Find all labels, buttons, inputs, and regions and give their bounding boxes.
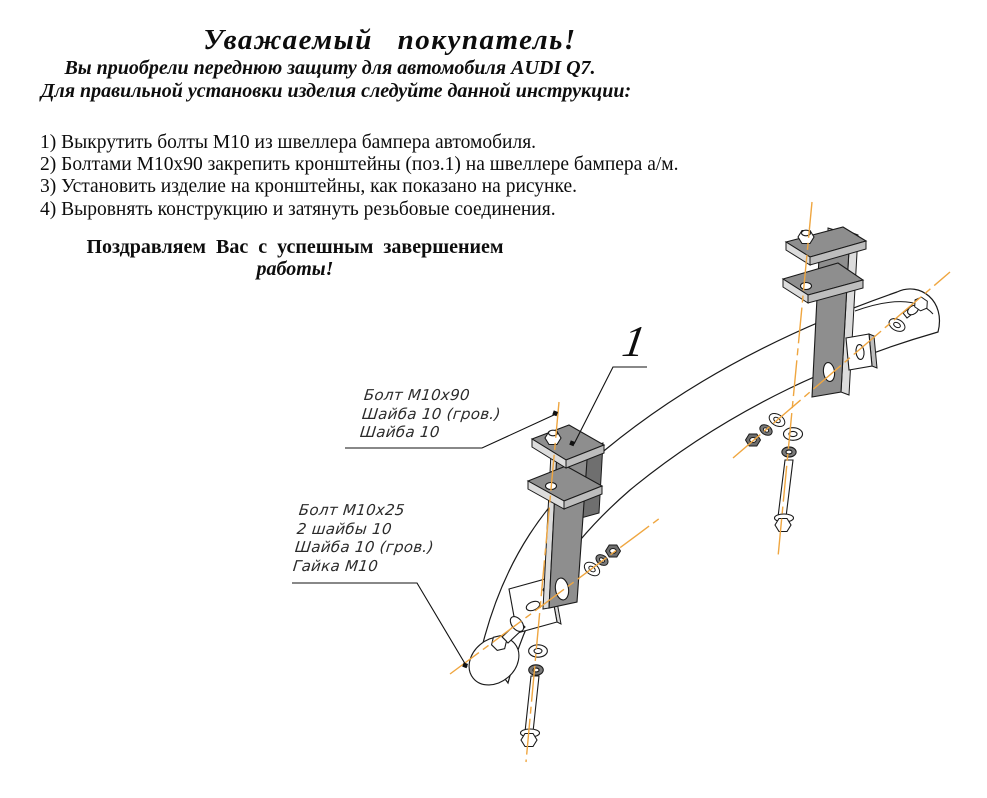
label-line: Шайба 10 [359,423,441,441]
label-line: Гайка М10 [292,556,380,575]
label-bolt-m10x90 [359,386,504,442]
label-line: Болт М10х25 [297,501,406,519]
label-line: 2 шайбы 10 [296,519,393,538]
label-line: Шайба 10 (гров.) [294,538,435,556]
instruction-step-4: 4) Выровнять конструкцию и затянуть резьбовые соединения. [40,198,556,220]
congratulation-line-1: Поздравляем Вас с успешным завершением [86,236,504,258]
subtitle-line-2: Для правильной установки изделия следуйте данной инструкции: [40,80,632,102]
instruction-step-2: 2) Болтами М10х90 закрепить кронштейны (поз.1) на швеллере бампера а/м. [40,154,679,176]
label-line: Шайба 10 (гров.) [361,404,502,423]
center-lines [450,202,950,762]
lower-label-leader [292,583,467,667]
label-line: Болт М10х90 [363,386,471,404]
instruction-step-3: 3) Установить изделие на кронштейны, как показано на рисунке. [40,176,577,198]
right-bracket-top-bolt [798,230,814,243]
callout-number-1: 1 [619,317,649,366]
page-title: Уважаемый покупатель! [203,24,577,56]
left-bolt-m10x90 [521,645,548,747]
label-bolt-m10x25 [292,501,439,575]
instruction-step-1: 1) Выкрутить болты М10 из швеллера бампера автомобиля. [40,132,537,153]
subtitle-line-1: Вы приобрели переднюю защиту для автомобиля AUDI Q7. [64,57,596,79]
congratulation-line-2: работы! [256,258,334,280]
